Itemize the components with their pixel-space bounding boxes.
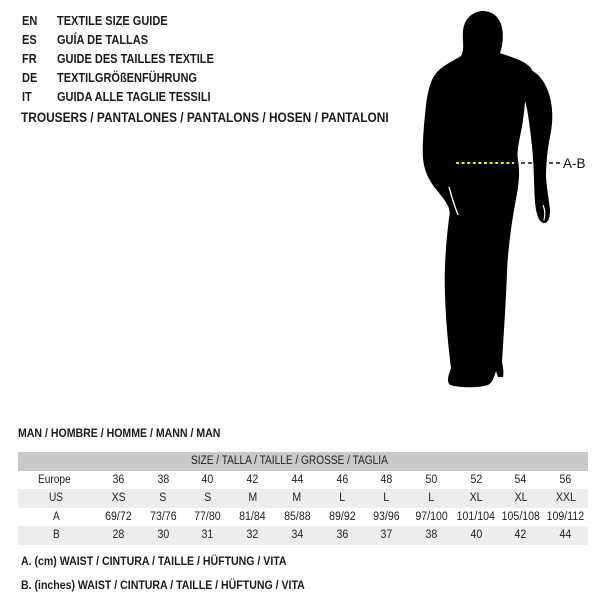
product-heading: TROUSERS / PANTALONES / PANTALONS / HOSEN / PANTALONI xyxy=(21,110,389,125)
row-label: B xyxy=(18,526,96,545)
language-row xyxy=(22,12,235,31)
language-code: FR xyxy=(22,52,37,66)
language-code: DE xyxy=(22,71,38,85)
note-b: B. (inches) WAIST / CINTURA / TAILLE / HÜFTUNG / VITA xyxy=(21,578,305,592)
table-row-b-inches: B 28 30 31 32 34 36 37 38 40 42 44 xyxy=(18,526,588,545)
table-row-europe: Europe 36 38 40 42 44 46 48 50 52 54 56 xyxy=(18,471,588,490)
size-table-header-row xyxy=(18,452,588,471)
language-row xyxy=(22,88,235,107)
gender-heading: MAN / HOMBRE / HOMME / MANN / MAN xyxy=(18,426,221,440)
language-list xyxy=(22,12,235,107)
size-table xyxy=(18,452,588,545)
measure-label: A-B xyxy=(563,156,586,171)
row-label: A xyxy=(53,510,60,523)
man-silhouette xyxy=(400,0,600,400)
measurement-notes xyxy=(21,553,343,593)
language-label: GUÍA DE TALLAS xyxy=(57,33,149,47)
language-label: GUIDA ALLE TAGLIE TESSILI xyxy=(57,90,211,104)
language-code: EN xyxy=(22,14,38,28)
language-label: TEXTILE SIZE GUIDE xyxy=(57,14,168,28)
language-row xyxy=(22,69,235,88)
language-label: TEXTILGRÖßENFÜHRUNG xyxy=(57,71,197,85)
table-row-us: US XS S S M M L L L XL XL XXL xyxy=(18,489,588,508)
language-code: ES xyxy=(22,33,37,47)
language-code: IT xyxy=(22,90,32,104)
language-label: GUIDE DES TAILLES TEXTILE xyxy=(57,52,214,66)
language-row xyxy=(22,31,235,50)
row-label: US xyxy=(18,489,96,508)
note-a: A. (cm) WAIST / CINTURA / TAILLE / HÜFTUNG / VITA xyxy=(21,554,287,568)
size-table-header: SIZE / TALLA / TAILLE / GRÖSSE / TAGLIA xyxy=(18,452,588,471)
table-row-a-cm: A 69/72 73/76 77/80 81/84 85/88 89/92 93/96 97/100 101/104 105/108 109/112 xyxy=(18,508,588,527)
row-label: Europe xyxy=(38,473,72,486)
language-row xyxy=(22,50,235,69)
